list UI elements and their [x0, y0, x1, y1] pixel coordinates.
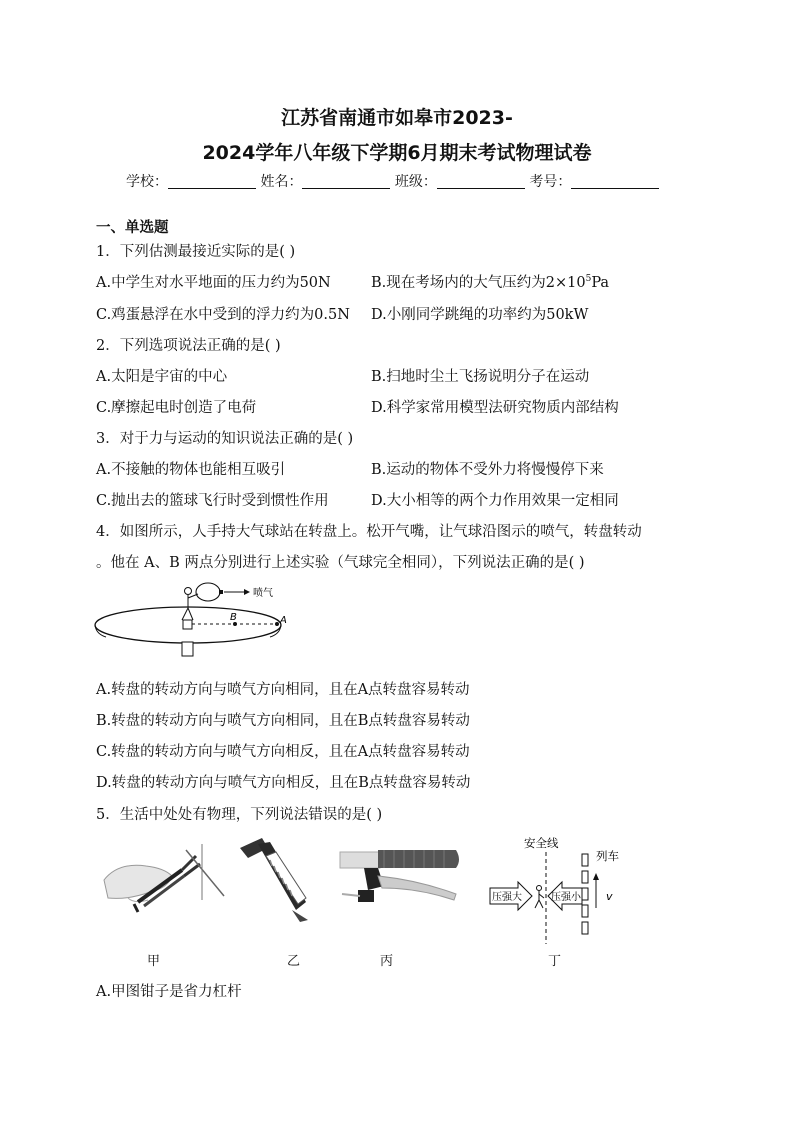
q4-option-b: B.转盘的转动方向与喷气方向相同，且在B点转盘容易转动	[96, 713, 470, 729]
name-label: 姓名：	[260, 174, 303, 190]
q1-option-b-exp: 5	[585, 274, 592, 285]
velocity-label: v	[606, 890, 613, 903]
question-1-stem: 1．下列估测最接近实际的是( )	[96, 244, 296, 260]
question-5-stem: 5．生活中处处有物理，下列说法错误的是( )	[96, 807, 383, 823]
q2-option-a: A.太阳是宇宙的中心	[96, 369, 228, 385]
caption-jia: 甲	[147, 954, 161, 969]
q2-option-c: C.摩擦起电时创造了电荷	[96, 400, 257, 416]
school-blank[interactable]	[168, 174, 256, 189]
class-label: 班级：	[394, 174, 437, 190]
q4-option-c: C.转盘的转动方向与喷气方向相反，且在A点转盘容易转动	[96, 744, 470, 760]
pliers-figure	[98, 840, 230, 920]
page-title-line1: 江苏省南通市如皋市2023-	[281, 107, 513, 129]
q3-option-c: C.抛出去的篮球飞行时受到惯性作用	[96, 493, 329, 509]
q2-option-b: B.扫地时尘土飞扬说明分子在运动	[371, 369, 590, 385]
turntable-figure	[92, 578, 312, 670]
low-pressure-label: 压强小	[551, 892, 581, 903]
q3-option-a: A.不接触的物体也能相互吸引	[96, 462, 286, 478]
class-blank[interactable]	[437, 174, 525, 189]
point-b-label: B	[230, 612, 237, 623]
caption-yi: 乙	[287, 954, 301, 969]
caption-ding: 丁	[548, 954, 562, 969]
q1-option-a: A.中学生对水平地面的压力约为50N	[96, 275, 331, 291]
name-blank[interactable]	[302, 174, 390, 189]
jet-label: 喷气	[253, 588, 273, 599]
question-4-stem-line2: 。他在 A、B 两点分别进行上述实验（气球完全相同），下列说法正确的是( )	[96, 555, 585, 571]
q1-option-d: D.小刚同学跳绳的功率约为50kW	[371, 307, 589, 323]
q4-option-a: A.转盘的转动方向与喷气方向相同，且在A点转盘容易转动	[96, 682, 470, 698]
question-4-stem-line1: 4．如图所示，人手持大气球站在转盘上。松开气嘴，让气球沿图示的喷气，转盘转动	[96, 524, 642, 540]
q1-option-b-text: B.现在考场内的大气压约为	[371, 275, 546, 291]
train-label: 列车	[596, 849, 619, 863]
q1-option-c: C.鸡蛋悬浮在水中受到的浮力约为0.5N	[96, 307, 350, 323]
q5-option-a: A.甲图钳子是省力杠杆	[96, 984, 242, 1000]
q1-option-b-coef: 2×10	[545, 275, 586, 291]
question-3-stem: 3．对于力与运动的知识说法正确的是( )	[96, 431, 354, 447]
question-2-stem: 2．下列选项说法正确的是( )	[96, 338, 281, 354]
q3-option-d: D.大小相等的两个力作用效果一定相同	[371, 493, 619, 509]
train-safety-line-figure	[488, 834, 624, 946]
q1-option-b-unit: Pa	[591, 275, 610, 291]
q1-option-b	[371, 271, 609, 292]
page-title-line2: 2024学年八年级下学期6月期末考试物理试卷	[202, 142, 592, 164]
point-a-label: A	[280, 615, 287, 626]
q4-option-d: D.转盘的转动方向与喷气方向相反，且在B点转盘容易转动	[96, 775, 471, 791]
safety-line-label: 安全线	[524, 836, 559, 850]
exam-number-label: 考号：	[529, 174, 572, 190]
safety-hammer-figure	[236, 836, 332, 926]
caption-bing: 丙	[380, 954, 394, 969]
section-title: 一、单选题	[96, 220, 169, 236]
high-pressure-label: 压强大	[492, 892, 522, 903]
q3-option-b: B.运动的物体不受外力将慢慢停下来	[371, 462, 604, 478]
exam-number-blank[interactable]	[571, 174, 659, 189]
school-label: 学校：	[126, 174, 168, 190]
student-info-row	[126, 171, 659, 191]
brake-lever-figure	[338, 846, 464, 922]
q2-option-d: D.科学家常用模型法研究物质内部结构	[371, 400, 619, 416]
